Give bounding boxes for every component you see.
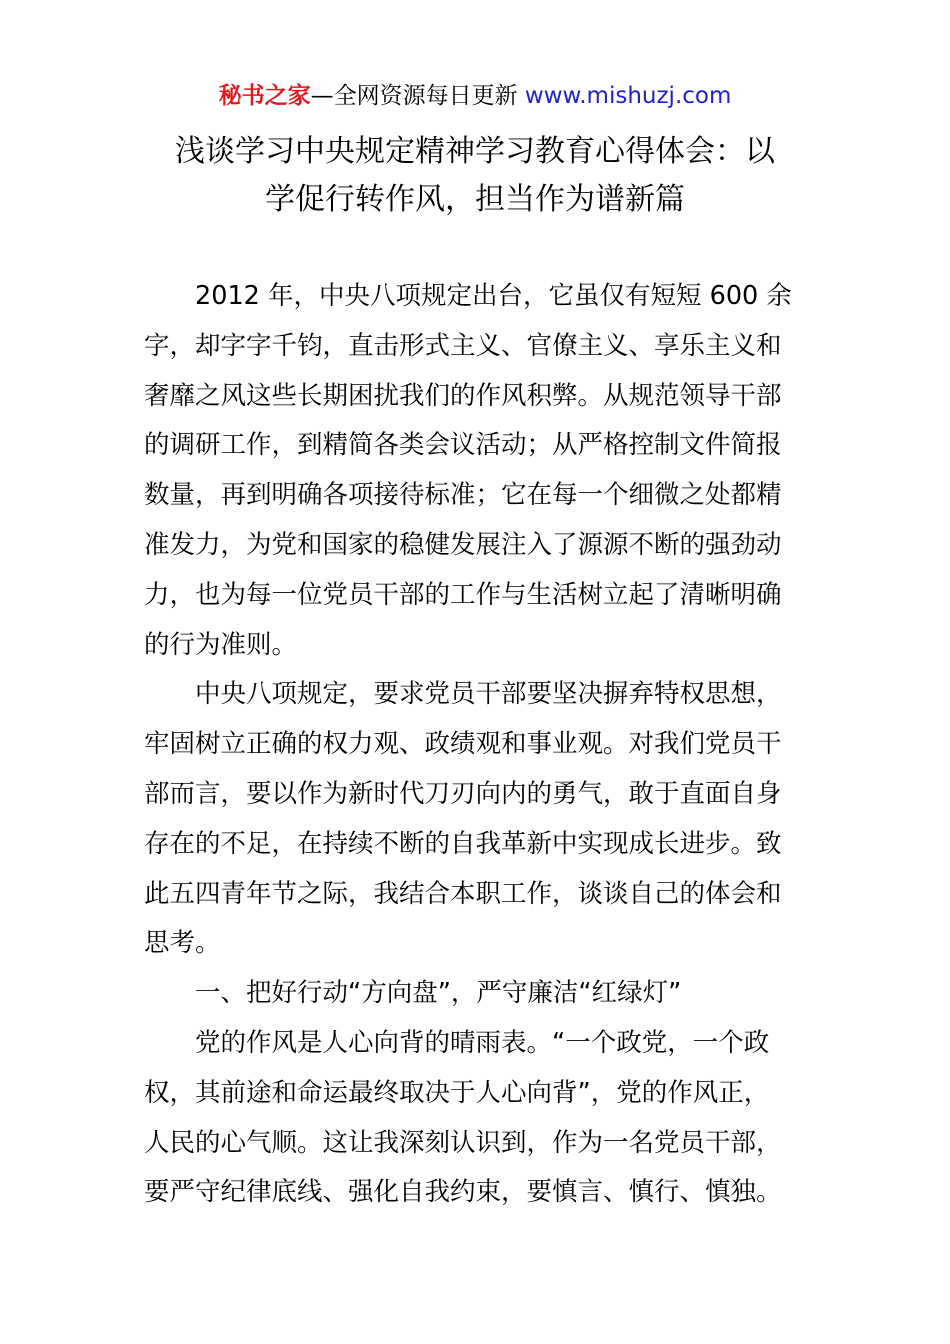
document-body [144, 272, 808, 1218]
paragraph-line: 的调研工作，到精简各类会议活动；从严格控制文件简报 [144, 430, 782, 461]
document-title [120, 128, 830, 224]
paragraph-line: 人民的心气顺。这让我深刻认识到，作为一名党员干部， [144, 1127, 782, 1158]
paragraph-line: 此五四青年节之际，我结合本职工作，谈谈自己的体会和 [144, 878, 782, 909]
paragraph-line: 部而言，要以作为新时代刀刃向内的勇气，敢于直面自身 [144, 778, 782, 809]
site-url-link[interactable]: www.mishuzj.com [524, 83, 732, 109]
paragraph-line: 力，也为每一位党员干部的工作与生活树立起了清晰明确 [144, 579, 782, 610]
paragraph-line: 牢固树立正确的权力观、政绩观和事业观。对我们党员干 [144, 729, 782, 760]
paragraph-line: 数量，再到明确各项接待标准；它在每一个细微之处都精 [144, 480, 782, 511]
paragraph-line: 字，却字字千钧，直击形式主义、官僚主义、享乐主义和 [144, 330, 782, 361]
paragraph-line: 思考。 [144, 928, 221, 959]
paragraph-line: 要严守纪律底线、强化自我约束，要慎言、慎行、慎独。 [144, 1177, 782, 1208]
site-tagline: —全网资源每日更新 [310, 83, 525, 109]
paragraph-line: 党的作风是人心向背的晴雨表。“一个政党，一个政 [195, 1027, 770, 1058]
paragraph-line: 的行为准则。 [144, 629, 298, 660]
title-line: 浅谈学习中央规定精神学习教育心得体会：以 [175, 134, 775, 169]
paragraph-line: 中央八项规定，要求党员干部要坚决摒弃特权思想， [195, 679, 782, 710]
paragraph-line: 准发力，为党和国家的稳健发展注入了源源不断的强劲动 [144, 529, 782, 560]
paragraph-line: 存在的不足，在持续不断的自我革新中实现成长进步。致 [144, 828, 782, 859]
paragraph-line: 奢靡之风这些长期困扰我们的作风积弊。从规范领导干部 [144, 380, 782, 411]
paragraph-line: 2012 年，中央八项规定出台，它虽仅有短短 600 余 [195, 281, 792, 311]
section-heading: 一、把好行动“方向盘”，严守廉洁“红绿灯” [195, 978, 682, 1009]
paragraph-line: 权，其前途和命运最终取决于人心向背”，党的作风正， [144, 1077, 770, 1108]
site-brand: 秘书之家 [218, 83, 311, 109]
site-header [0, 80, 950, 112]
title-line: 学促行转作风，担当作为谱新篇 [265, 182, 685, 217]
